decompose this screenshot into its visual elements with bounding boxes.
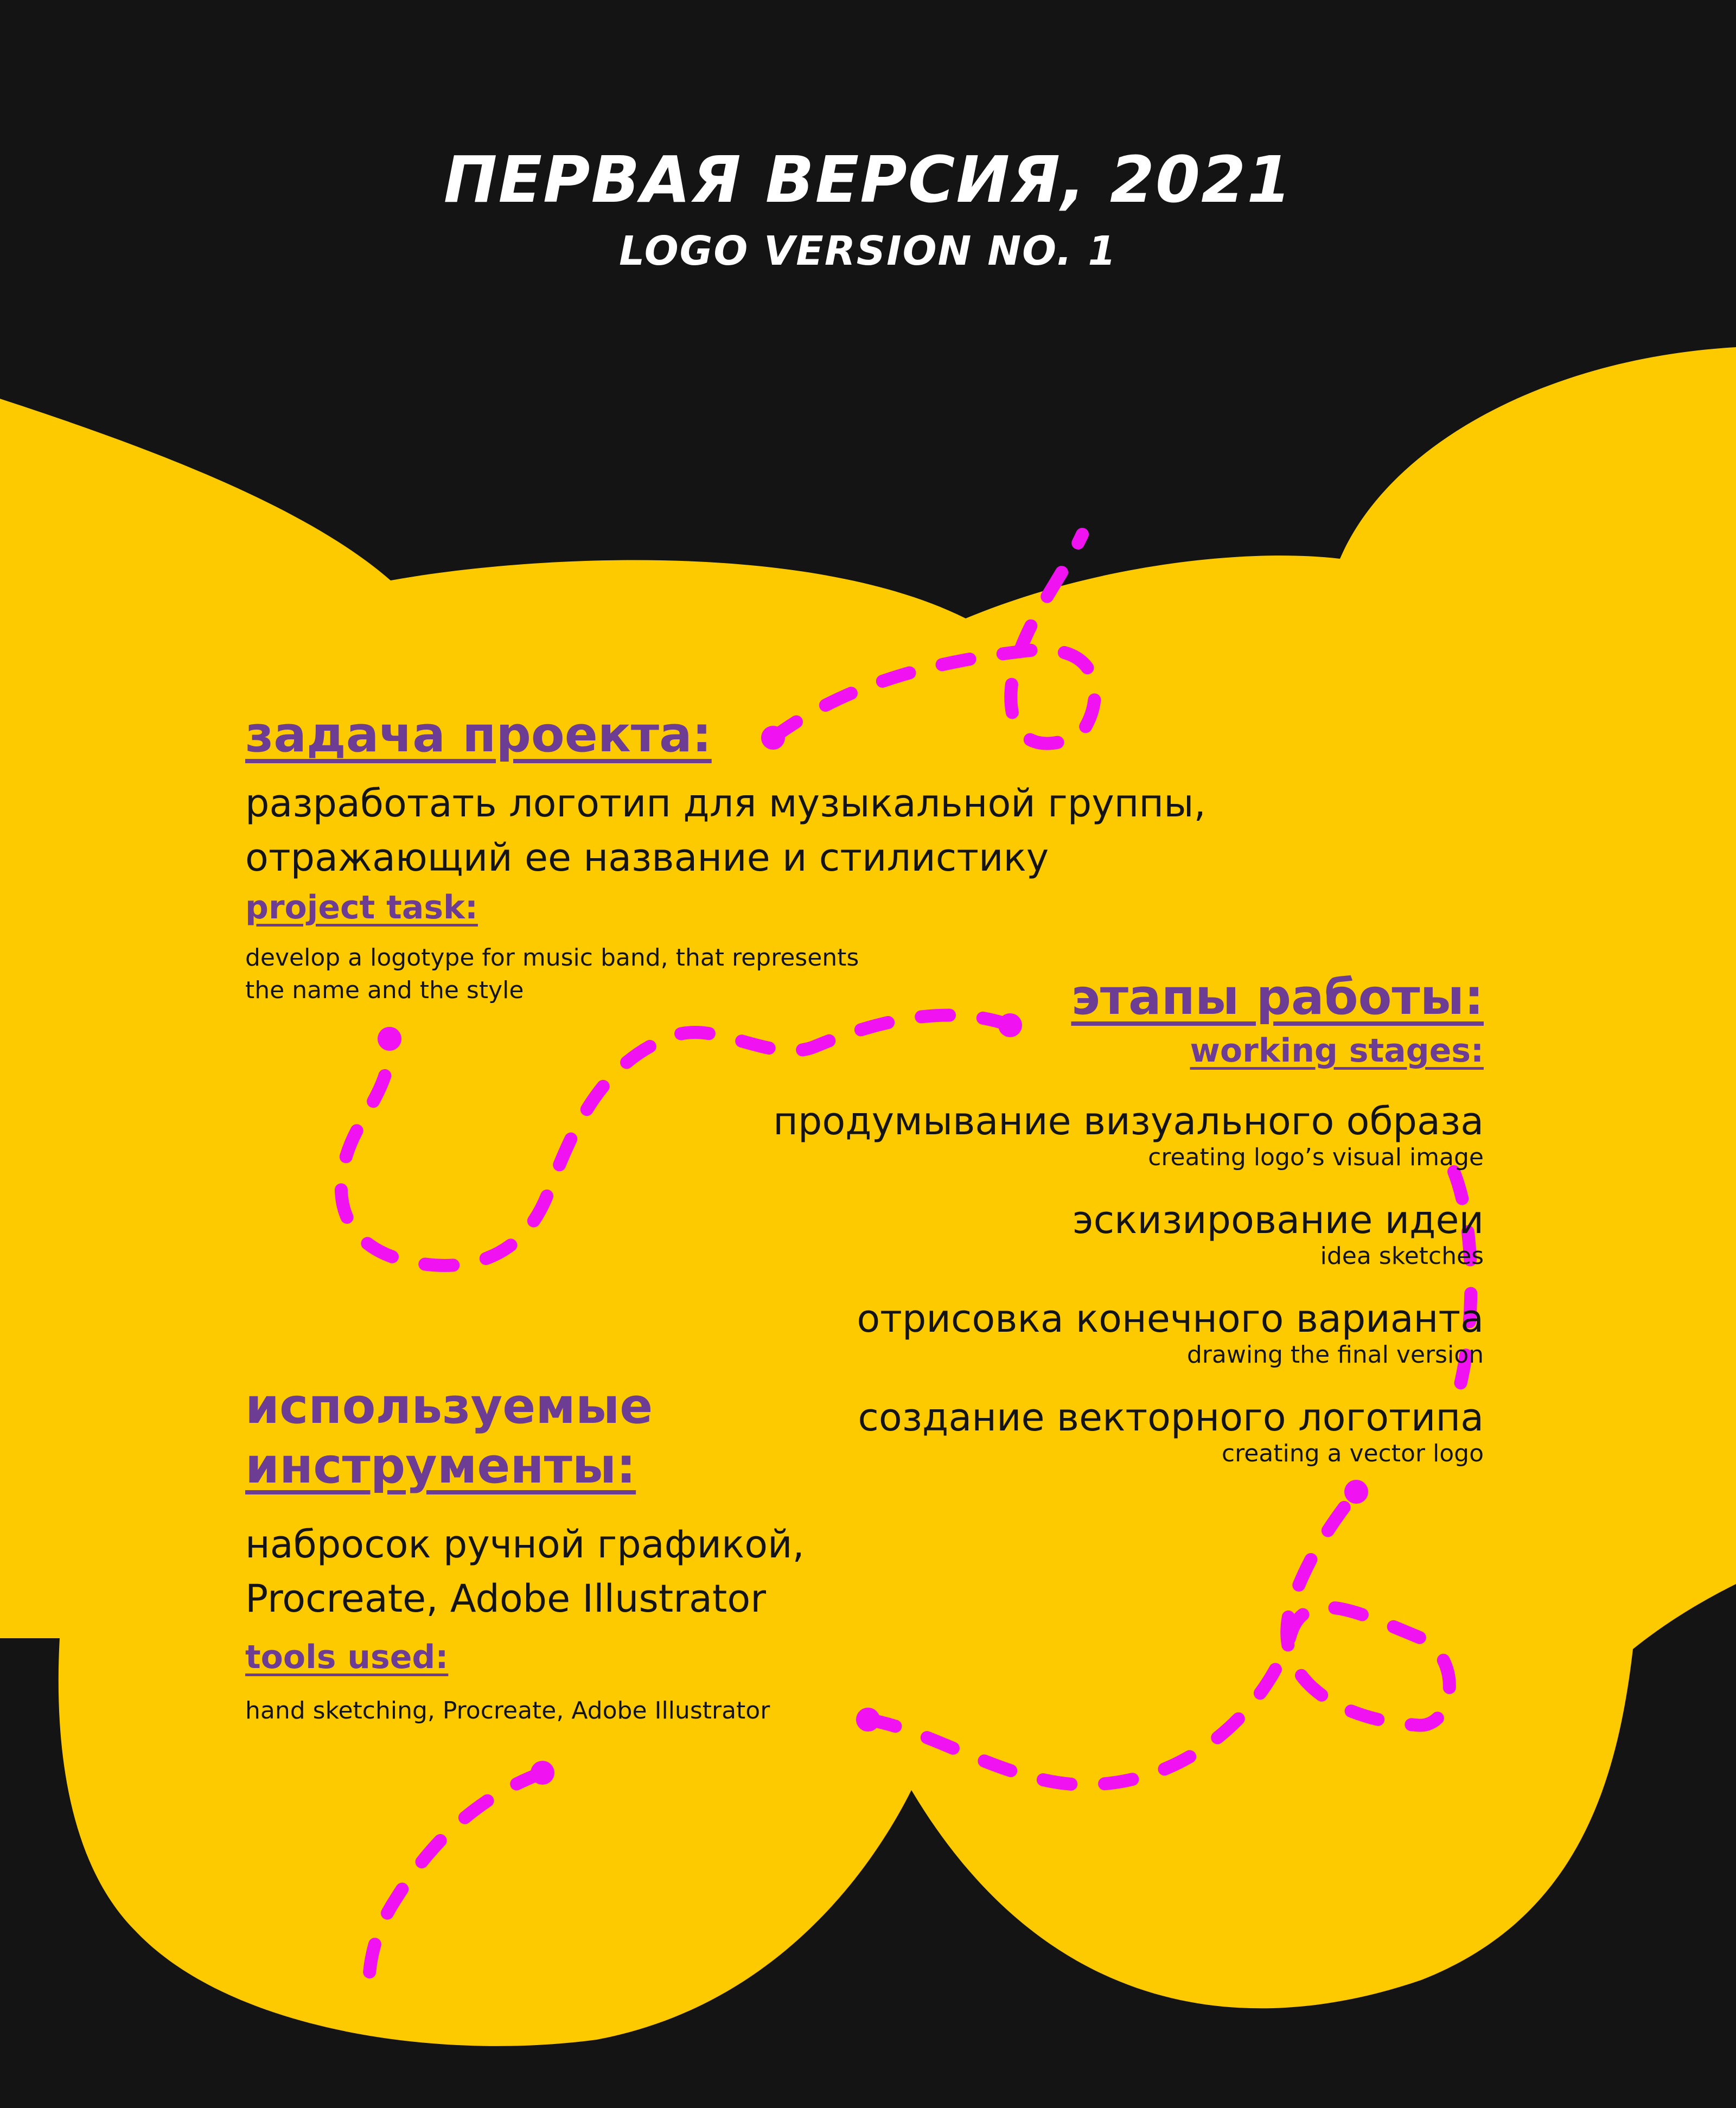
project-task-heading-ru: задача проекта: bbox=[245, 706, 712, 763]
tools-text-ru-line-2: Procreate, Adobe Illustrator bbox=[245, 1576, 766, 1621]
stage-1-ru: продумывание визуального образа bbox=[773, 1099, 1484, 1144]
working-stages-heading-en: working stages: bbox=[1190, 1032, 1484, 1070]
project-task-heading-en: project task: bbox=[245, 889, 478, 927]
path-dot bbox=[761, 726, 785, 750]
stage-3-en: drawing the final version bbox=[1186, 1341, 1484, 1369]
path-dot bbox=[1344, 1480, 1368, 1504]
path-dot bbox=[531, 1761, 554, 1785]
stage-2-ru: эскизирование идеи bbox=[1073, 1198, 1484, 1242]
path-dot bbox=[856, 1708, 880, 1732]
project-task-text-en-line-2: the name and the style bbox=[245, 976, 524, 1004]
tools-heading-ru-line-2: инструменты: bbox=[245, 1438, 636, 1494]
page-subtitle: LOGO VERSION NO. 1 bbox=[619, 228, 1117, 274]
stage-3-ru: отрисовка конечного варианта bbox=[857, 1296, 1484, 1341]
tools-text-en: hand sketching, Procreate, Adobe Illustrator bbox=[245, 1697, 770, 1724]
stage-1-en: creating logo’s visual image bbox=[1148, 1144, 1484, 1171]
path-dot bbox=[998, 1013, 1022, 1037]
working-stages-heading-ru: этапы работы: bbox=[1071, 969, 1484, 1026]
project-task-text-ru-line-2: отражающий ее название и стилистику bbox=[245, 835, 1049, 880]
project-task-text-ru-line-1: разработать логотип для музыкальной группы, bbox=[245, 781, 1206, 826]
tools-heading-en: tools used: bbox=[245, 1638, 449, 1676]
page-title: ПЕРВАЯ ВЕРСИЯ, 2021 bbox=[443, 142, 1293, 217]
tools-heading-ru-line-1: используемые bbox=[245, 1378, 653, 1435]
tools-text-ru-line-1: набросок ручной графикой, bbox=[245, 1522, 805, 1567]
yellow-blob bbox=[0, 347, 1736, 2046]
stage-2-en: idea sketches bbox=[1320, 1242, 1484, 1270]
project-task-text-en-line-1: develop a logotype for music band, that represents bbox=[245, 944, 859, 972]
stage-4-ru: создание векторного логотипа bbox=[858, 1395, 1484, 1440]
path-dot bbox=[378, 1027, 401, 1051]
stage-4-en: creating a vector logo bbox=[1221, 1440, 1484, 1467]
